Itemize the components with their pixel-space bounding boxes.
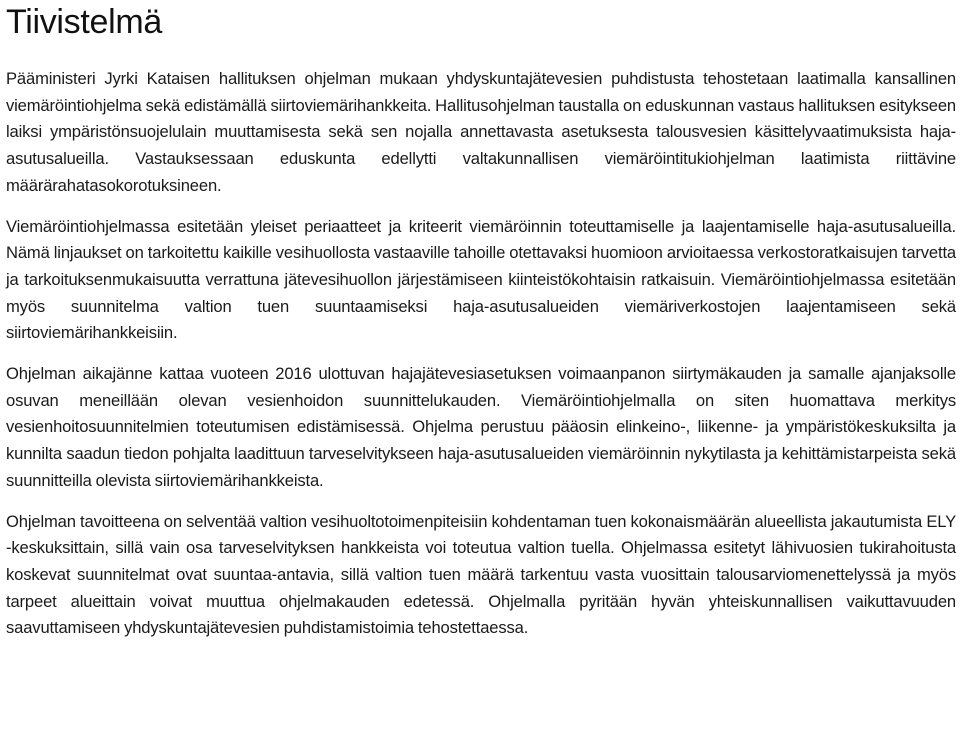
document-title: Tiivistelmä xyxy=(6,3,163,41)
summary-paragraph-2: Viemäröintiohjelmassa esitetään yleiset periaatteet ja kriteerit viemäröinnin toteuttamiselle ja laajentamiselle haja-asutusalueilla. Nämä linjaukset on tarkoitettu kaikille vesihuollosta vastaaville tahoille otettavaksi huomioon arvioitaessa verkostoratkaisujen tarvetta ja tarkoituksenmukaisuutta verrattuna jätevesihuollon järjestämiseen kiinteistökohtaisin ratkaisuin. Viemäröintiohjelmassa esitetään myös suunnitelma valtion tuen suuntaamiseksi haja-asutusalueiden viemäriverkostojen laajentamiseen sekä siirtoviemärihankkeisiin. xyxy=(6,216,956,343)
summary-paragraph-3: Ohjelman aikajänne kattaa vuoteen 2016 ulottuvan hajajätevesiasetuksen voimaanpanon siirtymäkauden ja samalle ajanjaksolle osuvan meneillään olevan vesienhoidon suunnittelukauden. Viemäröintiohjelmalla on siten huomattava merkitys vesienhoitosuunnitelmien toteutumisen edistämisessä. Ohjelma perustuu pääosin elinkeino-, liikenne- ja ympäristökeskuksilta ja kunnilta saadun tiedon pohjalta laadittuun tarveselvitykseen haja-asutusalueiden viemäröinnin nykytilasta ja kehittämistarpeista sekä suunnitteilla olevista siirtoviemärihankkeista. xyxy=(6,364,956,490)
document-page xyxy=(6,0,956,642)
summary-paragraph-4: Ohjelman tavoitteena on selventää valtion vesihuoltotoimenpiteisiin kohdentaman tuen kokonaismäärän alueellista jakautumista ELY -keskuksittain, sillä vain osa tarveselvityksen hankkeista voi toteutua valtion tuella. Ohjelmassa esitetyt lähivuosien tukirahoitusta koskevat suunnitelmat ovat suuntaa-antavia, sillä valtion tuen määrä tarkentuu vasta vuosittain talousarviomenettelyssä ja myös tarpeet alueittain voivat muuttua ohjelmakauden edetessä. Ohjelmalla pyritään hyvän yhteiskunnallisen vaikuttavuuden saavuttamiseen yhdyskuntajätevesien puhdistamistoimia tehostettaessa. xyxy=(6,511,956,638)
summary-paragraph-1: Pääministeri Jyrki Kataisen hallituksen ohjelman mukaan yhdyskuntajätevesien puhdistusta tehostetaan laatimalla kansallinen viemäröintiohjelma sekä edistämällä siirtoviemärihankkeita. Hallitusohjelman taustalla on eduskunnan vastaus hallituksen esitykseen laiksi ympäristönsuojelulain muuttamisesta sekä sen nojalla annettavasta asetuksesta talousvesien käsittelyvaatimuksista haja-asutusalueilla. Vastauksessaan eduskunta edellytti valtakunnallisen viemäröintitukiohjelman laatimista riittävine määrärahatasokorotuksineen. xyxy=(6,69,956,195)
